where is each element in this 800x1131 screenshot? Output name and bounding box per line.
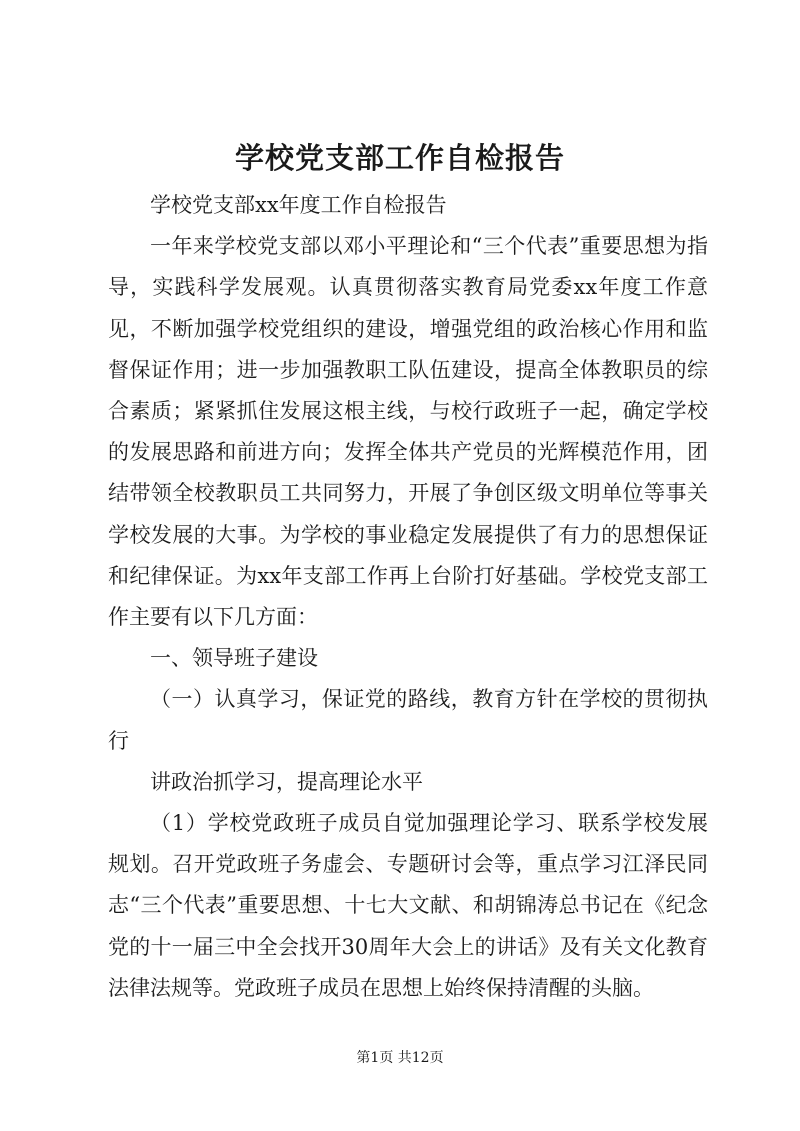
document-body — [108, 185, 708, 1009]
paragraph-politics-study: 讲政治抓学习，提高理论水平 — [150, 769, 423, 794]
section-heading-leadership: 一、领导班子建设 — [150, 646, 318, 671]
subsection-heading-study: （一）认真学习，保证党的路线，教育方针在学校的贯彻执行 — [108, 687, 708, 753]
page-footer: 第1页 共12页 — [356, 1050, 444, 1066]
paragraph-intro: 一年来学校党支部以邓小平理论和“三个代表”重要思想为指导，实践科学发展观。认真贯彻落实教育局党委xx年度工作意见，不断加强学校党组织的建设，增强党组的政治核心作用和监督保证作用；进一步加强教职工队伍建设，提高全体教职员的综合素质；紧紧抓住发展这根主线，与校行政班子一起，确定学校的发展思路和前进方向；发挥全体共产党员的光辉模范作用，团结带领全校教职员工共同努力，开展了争创区级文明单位等事关学校发展的大事。为学校的事业稳定发展提供了有力的思想保证和纪律保证。为xx年支部工作再上台阶打好基础。学校党支部工作主要有以下几方面： — [108, 234, 708, 630]
paragraph-item-1: （1）学校党政班子成员自觉加强理论学习、联系学校发展规划。召开党政班子务虚会、专题研讨会等，重点学习江泽民同志“三个代表”重要思想、十七大文献、和胡锦涛总书记在《纪念党的十一届三中全会找开30周年大会上的讲话》及有关文化教育法律法规等。党政班子成员在思想上始终保持清醒的头脑。 — [108, 811, 708, 1000]
document-title: 学校党支部工作自检报告 — [234, 141, 565, 175]
paragraph-subtitle: 学校党支部xx年度工作自检报告 — [150, 193, 447, 217]
